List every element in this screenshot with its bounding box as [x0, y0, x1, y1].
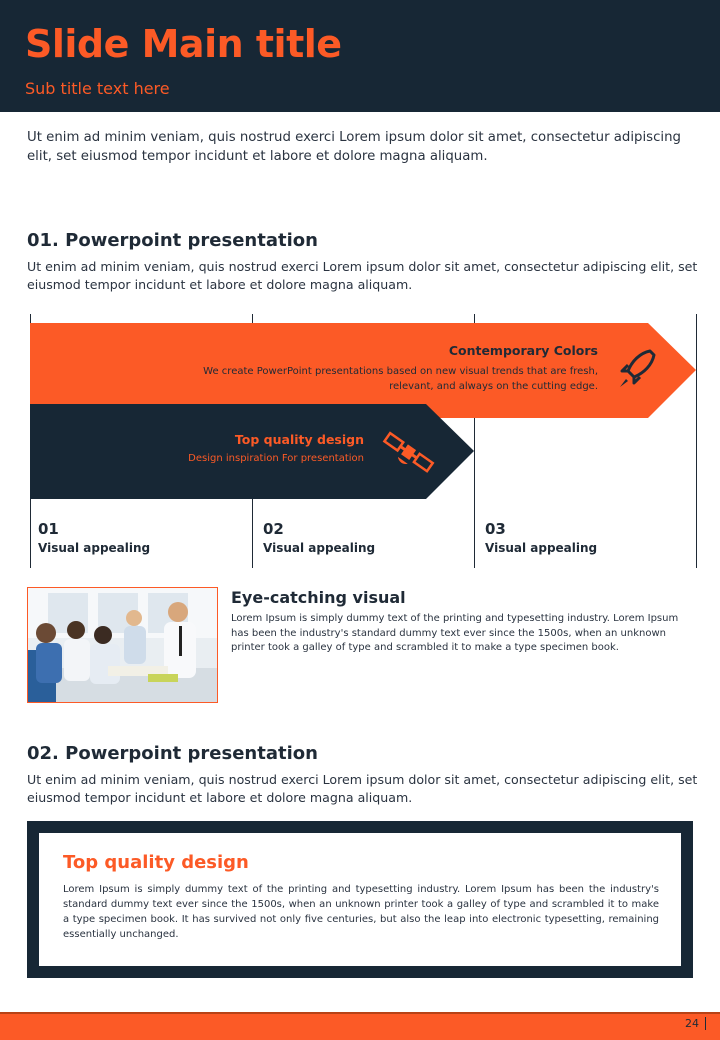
slide-subtitle: Sub title text here [25, 79, 170, 98]
section2-paragraph: Ut enim ad minim veniam, quis nostrud exerci Lorem ipsum dolor sit amet, consectetur adipiscing elit, set eiusmod tempor incidunt et labore et dolore magna aliquam. [27, 772, 698, 805]
intro-paragraph: Ut enim ad minim veniam, quis nostrud exerci Lorem ipsum dolor sit amet, consectetur adipiscing elit, set eiusmod tempor incidunt et labore et dolore magna aliquam. [27, 130, 681, 164]
section1-paragraph: Ut enim ad minim veniam, quis nostrud exerci Lorem ipsum dolor sit amet, consectetur adipiscing elit, set eiusmod tempor incidunt et labore et dolore magna aliquam. [27, 259, 698, 292]
satellite-icon [380, 430, 436, 476]
step-label: Visual appealing [263, 541, 376, 555]
arrow1-title: Contemporary Colors [448, 343, 598, 358]
step-number: 02 [263, 520, 284, 538]
feature-text: Lorem Ipsum is simply dummy text of the printing and typesetting industry. Lorem Ipsum has been the industry's standard dummy text ever since the 1500s, when an unknown printer took a galley of type and scrambled it to make a type specimen book. [231, 613, 679, 653]
section1-heading: 01. Powerpoint presentation [27, 230, 318, 251]
page-number: 24 [685, 1017, 706, 1030]
highlight-box-title: Top quality design [63, 852, 249, 873]
feature-title: Eye-catching visual [231, 588, 406, 607]
step-number: 01 [38, 520, 59, 538]
step-label: Visual appealing [38, 541, 151, 555]
slide-title: Slide Main title [25, 22, 342, 66]
section2-heading: 02. Powerpoint presentation [27, 743, 318, 764]
header-bar [0, 0, 720, 112]
highlight-box-text: Lorem Ipsum is simply dummy text of the printing and typesetting industry. Lorem Ipsum has been the industry's standard dummy text ever since the 1500s, when an unknown printer took a galley of type and scrambled it to make a type specimen book. It has survived not only five centuries, but also the leap into electronic typesetting, remaining essentially unchanged. [63, 884, 659, 940]
rocket-icon [612, 345, 660, 393]
arrow2-title: Top quality design [234, 432, 364, 447]
arrow2-description: Design inspiration For presentation [188, 453, 364, 464]
step-label: Visual appealing [485, 541, 598, 555]
footer-bar [0, 1012, 720, 1040]
step-number: 03 [485, 520, 506, 538]
team-meeting-photo [27, 587, 218, 703]
arrow1-description: We create PowerPoint presentations based on new visual trends that are fresh, relevant, and always on the cutting edge. [203, 366, 598, 392]
